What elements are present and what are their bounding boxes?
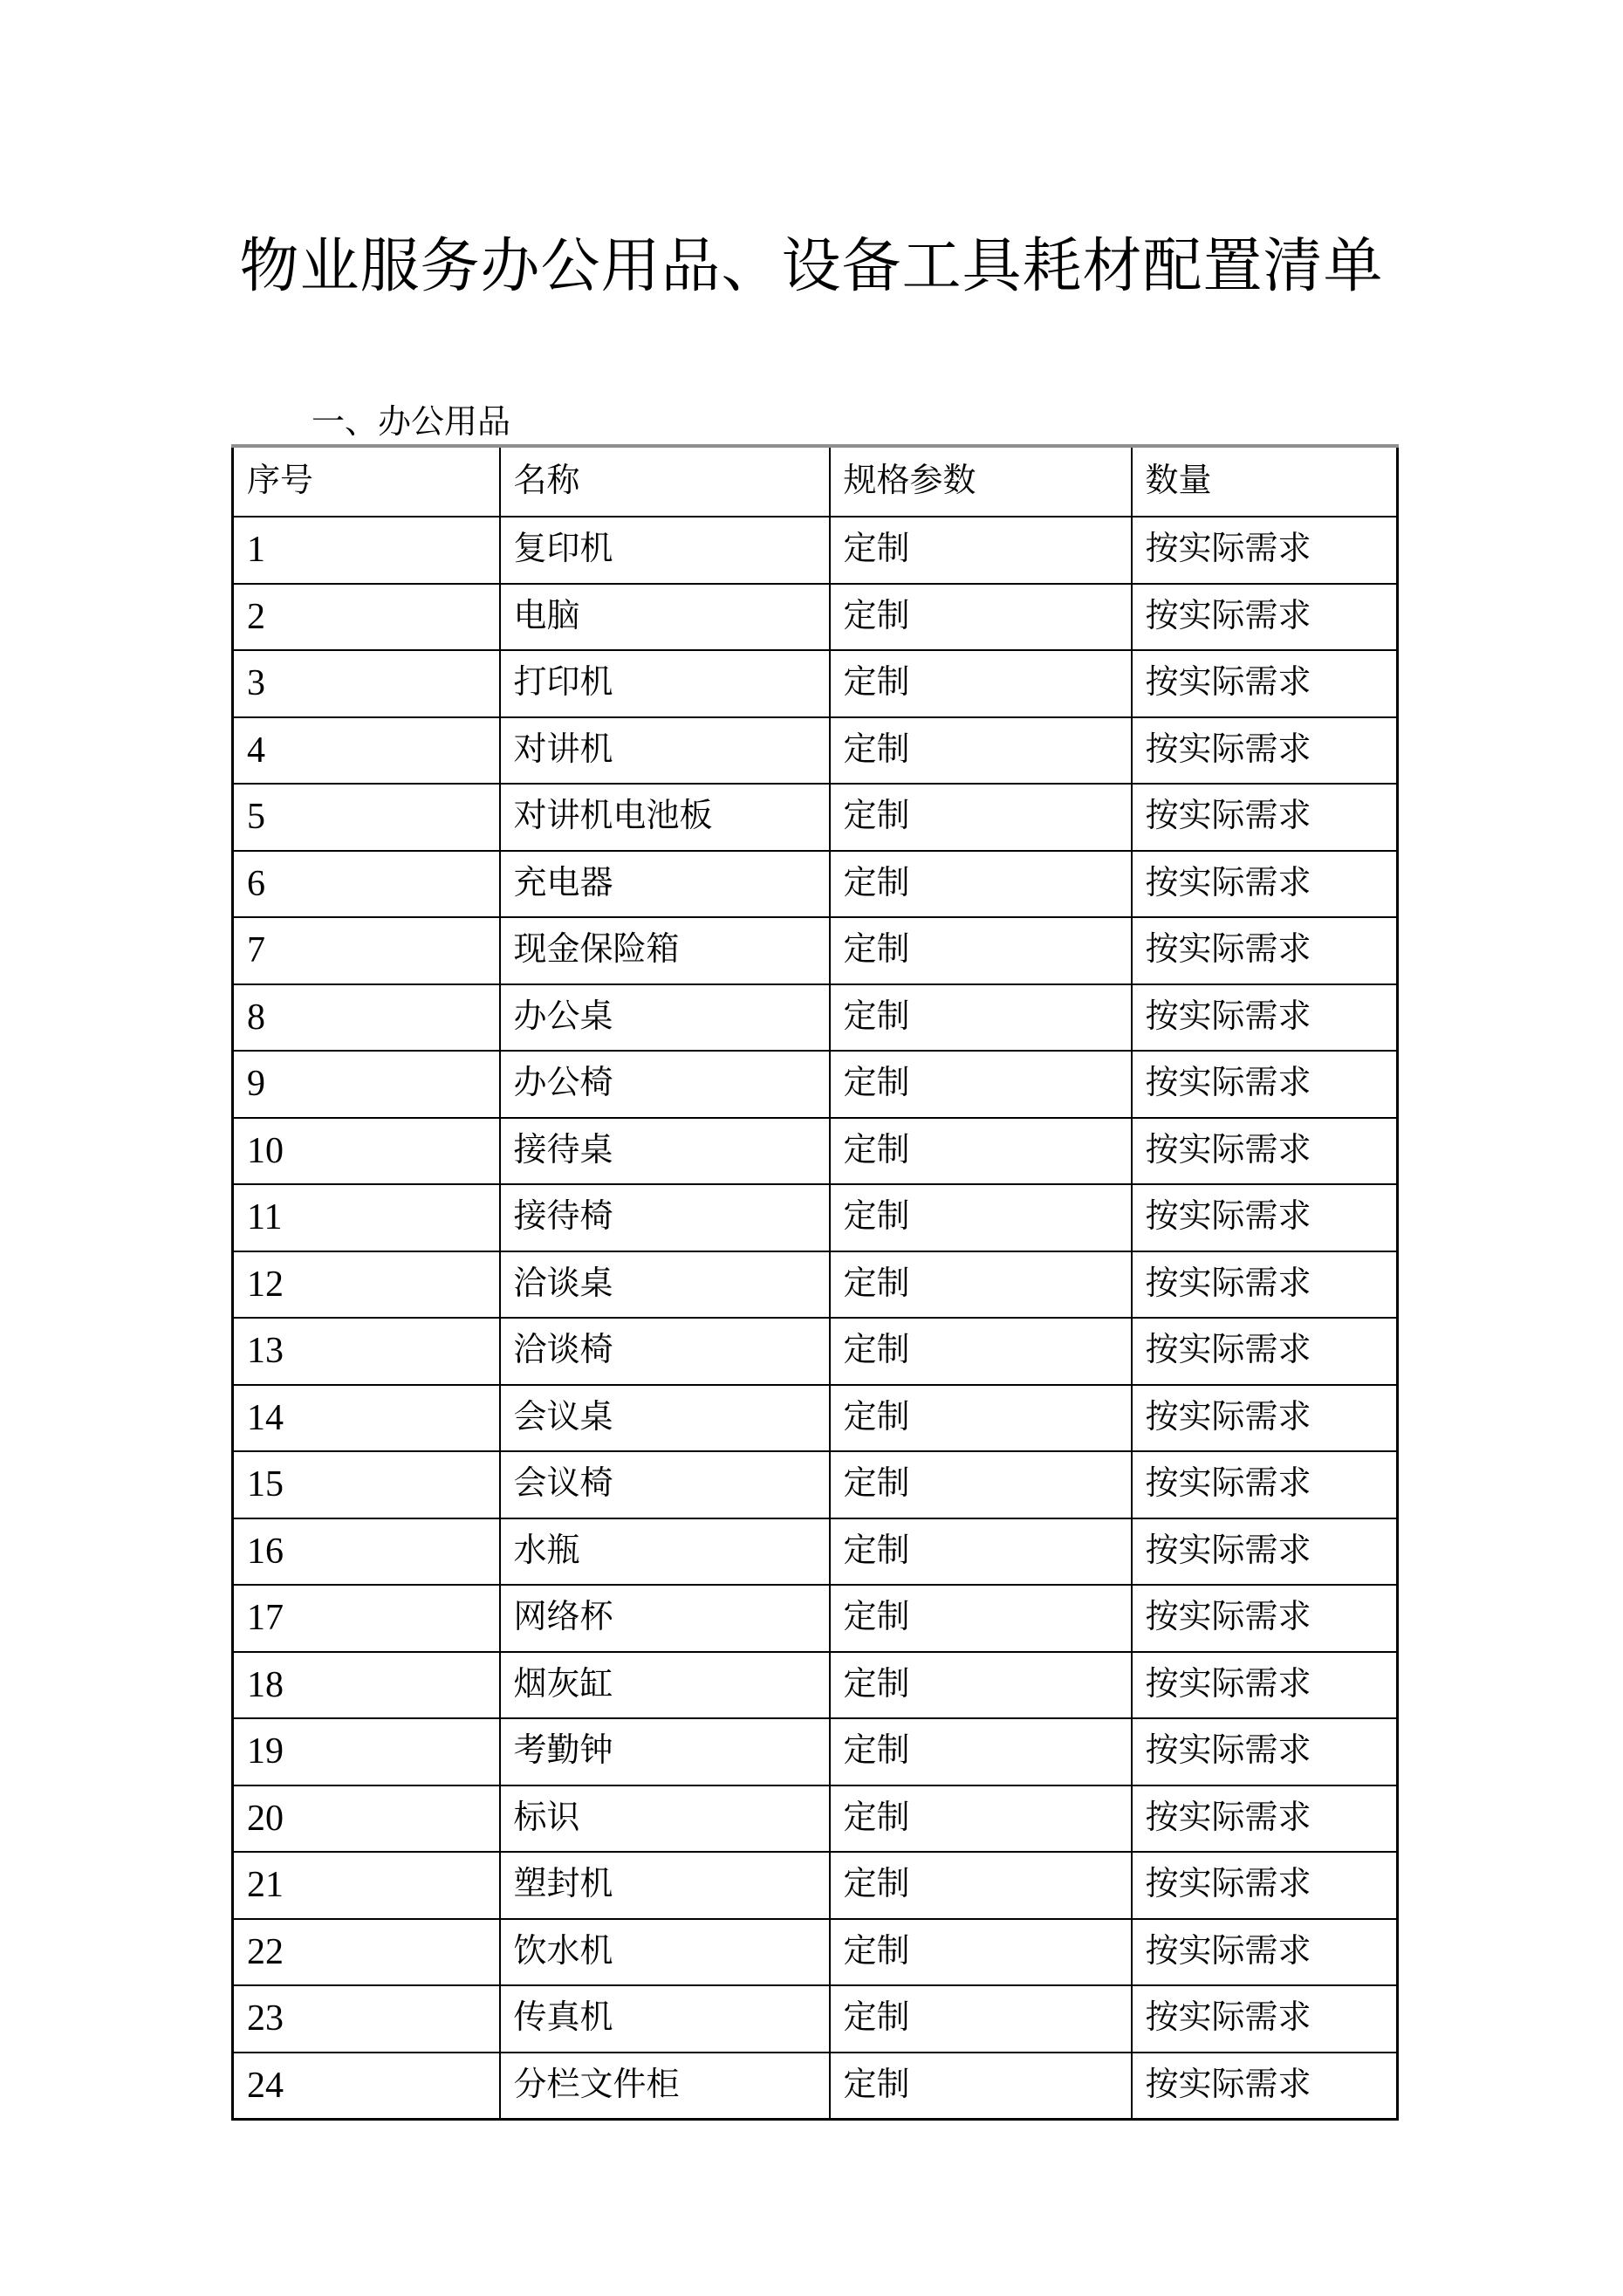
- item-name-cell: 对讲机电池板: [500, 784, 830, 851]
- item-name-cell: 接待椅: [500, 1184, 830, 1251]
- row-number-cell: 12: [233, 1251, 500, 1319]
- quantity-cell: 按实际需求: [1132, 1919, 1398, 1986]
- column-header-no: 序号: [233, 446, 500, 517]
- quantity-cell: 按实际需求: [1132, 717, 1398, 785]
- table-row: [233, 784, 1398, 851]
- row-number-cell: 13: [233, 1318, 500, 1385]
- item-name-cell: 标识: [500, 1785, 830, 1853]
- table-row: [233, 1385, 1398, 1452]
- table-row: [233, 1051, 1398, 1118]
- row-number-cell: 10: [233, 1118, 500, 1185]
- quantity-cell: 按实际需求: [1132, 1785, 1398, 1853]
- row-number-cell: 9: [233, 1051, 500, 1118]
- quantity-cell: 按实际需求: [1132, 851, 1398, 918]
- spec-cell: 定制: [830, 984, 1132, 1052]
- item-name-cell: 烟灰缸: [500, 1652, 830, 1719]
- spec-cell: 定制: [830, 650, 1132, 717]
- table-row: [233, 1118, 1398, 1185]
- spec-cell: 定制: [830, 784, 1132, 851]
- spec-cell: 定制: [830, 517, 1132, 584]
- table-row: [233, 584, 1398, 651]
- row-number-cell: 8: [233, 984, 500, 1052]
- item-name-cell: 饮水机: [500, 1919, 830, 1986]
- spec-cell: 定制: [830, 2053, 1132, 2120]
- spec-cell: 定制: [830, 1718, 1132, 1785]
- item-name-cell: 洽谈桌: [500, 1251, 830, 1319]
- table-row: [233, 650, 1398, 717]
- table-row: [233, 2053, 1398, 2120]
- spec-cell: 定制: [830, 851, 1132, 918]
- row-number-cell: 2: [233, 584, 500, 651]
- quantity-cell: 按实际需求: [1132, 584, 1398, 651]
- quantity-cell: 按实际需求: [1132, 984, 1398, 1052]
- quantity-cell: 按实际需求: [1132, 1985, 1398, 2053]
- quantity-cell: 按实际需求: [1132, 1184, 1398, 1251]
- item-name-cell: 充电器: [500, 851, 830, 918]
- item-name-cell: 塑封机: [500, 1852, 830, 1919]
- row-number-cell: 5: [233, 784, 500, 851]
- row-number-cell: 11: [233, 1184, 500, 1251]
- spec-cell: 定制: [830, 1318, 1132, 1385]
- item-name-cell: 现金保险箱: [500, 917, 830, 984]
- table-row: [233, 717, 1398, 785]
- item-name-cell: 洽谈椅: [500, 1318, 830, 1385]
- table-row: [233, 1518, 1398, 1586]
- row-number-cell: 3: [233, 650, 500, 717]
- table-row: [233, 851, 1398, 918]
- quantity-cell: 按实际需求: [1132, 650, 1398, 717]
- spec-cell: 定制: [830, 1919, 1132, 1986]
- table-row: [233, 1919, 1398, 1986]
- quantity-cell: 按实际需求: [1132, 1118, 1398, 1185]
- quantity-cell: 按实际需求: [1132, 784, 1398, 851]
- item-name-cell: 网络杯: [500, 1585, 830, 1652]
- quantity-cell: 按实际需求: [1132, 1318, 1398, 1385]
- table-row: [233, 1785, 1398, 1853]
- spec-cell: 定制: [830, 1051, 1132, 1118]
- quantity-cell: 按实际需求: [1132, 917, 1398, 984]
- quantity-cell: 按实际需求: [1132, 1652, 1398, 1719]
- row-number-cell: 4: [233, 717, 500, 785]
- item-name-cell: 办公桌: [500, 984, 830, 1052]
- item-name-cell: 对讲机: [500, 717, 830, 785]
- row-number-cell: 16: [233, 1518, 500, 1586]
- spec-cell: 定制: [830, 584, 1132, 651]
- quantity-cell: 按实际需求: [1132, 1852, 1398, 1919]
- spec-cell: 定制: [830, 1451, 1132, 1518]
- spec-cell: 定制: [830, 1184, 1132, 1251]
- row-number-cell: 24: [233, 2053, 500, 2120]
- table-row: [233, 1451, 1398, 1518]
- spec-cell: 定制: [830, 1985, 1132, 2053]
- row-number-cell: 7: [233, 917, 500, 984]
- table-row: [233, 1652, 1398, 1719]
- spec-cell: 定制: [830, 717, 1132, 785]
- office-supplies-table: [231, 444, 1399, 2121]
- row-number-cell: 15: [233, 1451, 500, 1518]
- row-number-cell: 6: [233, 851, 500, 918]
- column-header-name: 名称: [500, 446, 830, 517]
- row-number-cell: 20: [233, 1785, 500, 1853]
- item-name-cell: 办公椅: [500, 1051, 830, 1118]
- spec-cell: 定制: [830, 1251, 1132, 1319]
- item-name-cell: 传真机: [500, 1985, 830, 2053]
- table-row: [233, 1251, 1398, 1319]
- table-row: [233, 1318, 1398, 1385]
- spec-cell: 定制: [830, 1785, 1132, 1853]
- spec-cell: 定制: [830, 1385, 1132, 1452]
- item-name-cell: 会议桌: [500, 1385, 830, 1452]
- item-name-cell: 水瓶: [500, 1518, 830, 1586]
- item-name-cell: 考勤钟: [500, 1718, 830, 1785]
- quantity-cell: 按实际需求: [1132, 1251, 1398, 1319]
- item-name-cell: 接待桌: [500, 1118, 830, 1185]
- table-row: [233, 1718, 1398, 1785]
- quantity-cell: 按实际需求: [1132, 2053, 1398, 2120]
- table-row: [233, 1985, 1398, 2053]
- spec-cell: 定制: [830, 1585, 1132, 1652]
- table-row: [233, 984, 1398, 1052]
- row-number-cell: 22: [233, 1919, 500, 1986]
- item-name-cell: 电脑: [500, 584, 830, 651]
- spec-cell: 定制: [830, 1118, 1132, 1185]
- column-header-qty: 数量: [1132, 446, 1398, 517]
- quantity-cell: 按实际需求: [1132, 1585, 1398, 1652]
- quantity-cell: 按实际需求: [1132, 1051, 1398, 1118]
- section-heading: 一、办公用品: [312, 404, 511, 441]
- row-number-cell: 19: [233, 1718, 500, 1785]
- row-number-cell: 1: [233, 517, 500, 584]
- spec-cell: 定制: [830, 917, 1132, 984]
- table-row: [233, 1184, 1398, 1251]
- table-row: [233, 1852, 1398, 1919]
- table-body: [233, 517, 1398, 2120]
- item-name-cell: 打印机: [500, 650, 830, 717]
- table-header: [233, 446, 1398, 517]
- spec-cell: 定制: [830, 1852, 1132, 1919]
- row-number-cell: 18: [233, 1652, 500, 1719]
- item-name-cell: 会议椅: [500, 1451, 830, 1518]
- table-row: [233, 917, 1398, 984]
- table-row: [233, 517, 1398, 584]
- column-header-spec: 规格参数: [830, 446, 1132, 517]
- row-number-cell: 17: [233, 1585, 500, 1652]
- spec-cell: 定制: [830, 1518, 1132, 1586]
- quantity-cell: 按实际需求: [1132, 1385, 1398, 1452]
- item-name-cell: 分栏文件柜: [500, 2053, 830, 2120]
- row-number-cell: 23: [233, 1985, 500, 2053]
- header-row: [233, 446, 1398, 517]
- quantity-cell: 按实际需求: [1132, 1451, 1398, 1518]
- table-row: [233, 1585, 1398, 1652]
- spec-cell: 定制: [830, 1652, 1132, 1719]
- quantity-cell: 按实际需求: [1132, 1718, 1398, 1785]
- quantity-cell: 按实际需求: [1132, 517, 1398, 584]
- row-number-cell: 21: [233, 1852, 500, 1919]
- item-name-cell: 复印机: [500, 517, 830, 584]
- document-title: 物业服务办公用品、设备工具耗材配置清单: [239, 233, 1384, 299]
- row-number-cell: 14: [233, 1385, 500, 1452]
- quantity-cell: 按实际需求: [1132, 1518, 1398, 1586]
